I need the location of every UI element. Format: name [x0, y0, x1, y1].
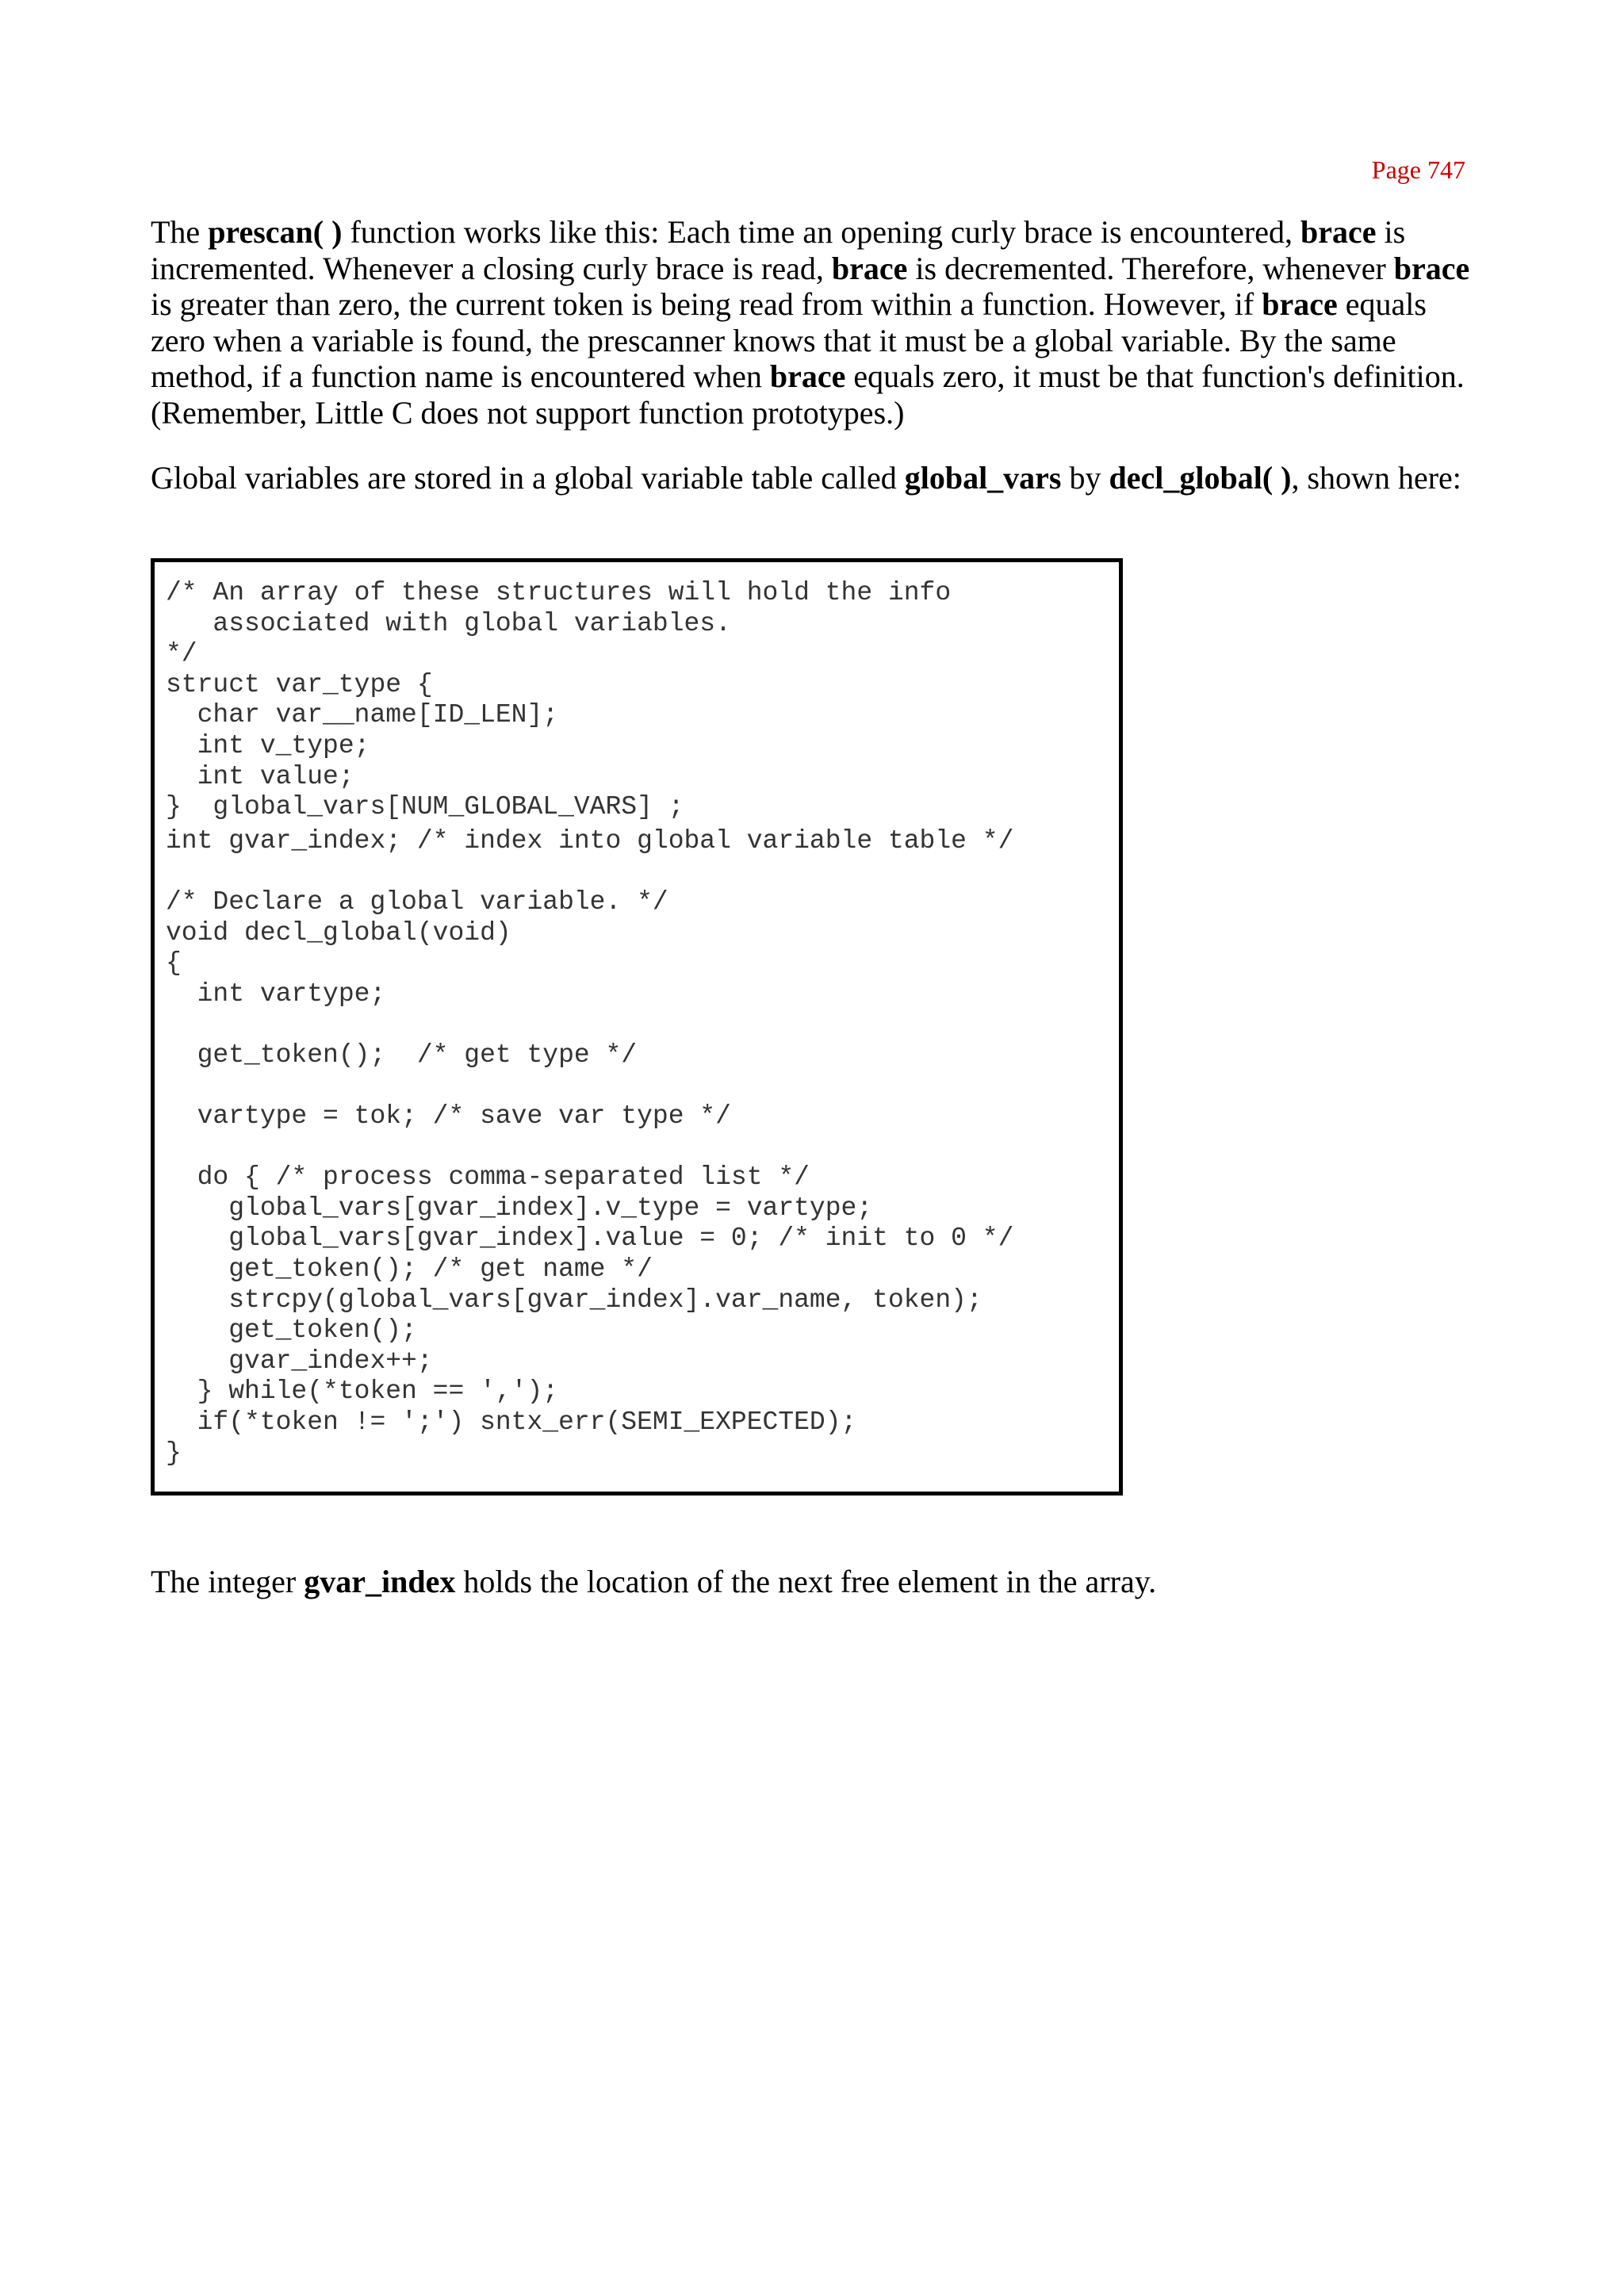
text-run: The: [151, 214, 209, 250]
code-line: global_vars[gvar_index].value = 0; /* init to 0 */: [166, 1224, 1014, 1254]
code-line: struct var_type {: [166, 669, 433, 699]
bold-term: gvar_index: [304, 1564, 456, 1599]
code-line: {: [166, 948, 182, 978]
bold-term: global_vars: [904, 460, 1062, 496]
code-line: do { /* process comma-separated list */: [166, 1162, 810, 1193]
text-run: holds the location of the next free element in the array.: [455, 1564, 1157, 1599]
paragraph-gvar-index: [151, 1564, 1475, 1600]
code-line: global_vars[gvar_index].v_type = vartype;: [166, 1193, 873, 1223]
code-line: /* Declare a global variable. */: [166, 887, 668, 917]
code-line: [166, 1132, 1119, 1163]
code-line: int value;: [166, 761, 354, 791]
code-line: [166, 1071, 1119, 1102]
text-run: The integer: [151, 1564, 304, 1599]
text-run: equals zero when a variable is found, the prescanner knows that it must be a global variable. By the same method, if a function name is encountered when: [151, 286, 1427, 394]
paragraph-prescan-explanation: [151, 214, 1475, 431]
code-line: char var__name[ID_LEN];: [166, 700, 559, 730]
code-line: int v_type;: [166, 730, 370, 760]
bold-term: decl_global( ): [1109, 460, 1292, 496]
code-line: associated with global variables.: [166, 608, 731, 638]
text-run: function works like this: Each time an opening curly brace is encountered,: [342, 214, 1300, 250]
bold-term: brace: [1393, 250, 1470, 286]
code-line: [166, 1009, 1119, 1040]
code-line: get_token();: [166, 1316, 417, 1346]
text-run: , shown here:: [1291, 460, 1461, 496]
code-line: } global_vars[NUM_GLOBAL_VARS] ;: [166, 792, 684, 822]
bold-term: brace: [1262, 286, 1338, 322]
paragraph-global-vars-intro: [151, 460, 1475, 496]
code-line: get_token(); /* get type */: [166, 1040, 638, 1070]
code-line: } while(*token == ',');: [166, 1377, 559, 1407]
code-listing-box: [151, 558, 1123, 1496]
bold-term: brace: [1300, 214, 1377, 250]
page-number: Page 747: [1371, 155, 1465, 184]
bold-term: brace: [831, 250, 908, 286]
text-run: equals zero, it must be that function's definition. (Remember, Little C does not support function prototypes.): [151, 358, 1465, 431]
bold-term: brace: [769, 358, 846, 394]
code-line: get_token(); /* get name */: [166, 1254, 653, 1285]
code-line: if(*token != ';') sntx_err(SEMI_EXPECTED);: [166, 1407, 857, 1438]
text-run: is incremented. Whenever a closing curly brace is read,: [151, 214, 1406, 286]
text-run: is decremented. Therefore, whenever: [907, 250, 1394, 286]
code-line: int vartype;: [166, 978, 386, 1009]
code-line: void decl_global(void): [166, 917, 511, 948]
code-line: strcpy(global_vars[gvar_index].var_name, token);: [166, 1285, 982, 1315]
text-run: Global variables are stored in a global variable table called: [151, 460, 905, 496]
code-line: gvar_index++;: [166, 1346, 433, 1376]
bold-term: prescan( ): [208, 214, 343, 250]
code-line: */: [166, 639, 197, 669]
code-line: [166, 856, 1119, 887]
code-line: }: [166, 1438, 182, 1468]
code-line: vartype = tok; /* save var type */: [166, 1101, 731, 1132]
code-line: int gvar_index; /* index into global variable table */: [166, 825, 1014, 856]
code-line: /* An array of these structures will hold the info: [166, 578, 952, 607]
text-run: is greater than zero, the current token is being read from within a function. However, if: [151, 286, 1262, 322]
text-run: by: [1061, 460, 1109, 496]
